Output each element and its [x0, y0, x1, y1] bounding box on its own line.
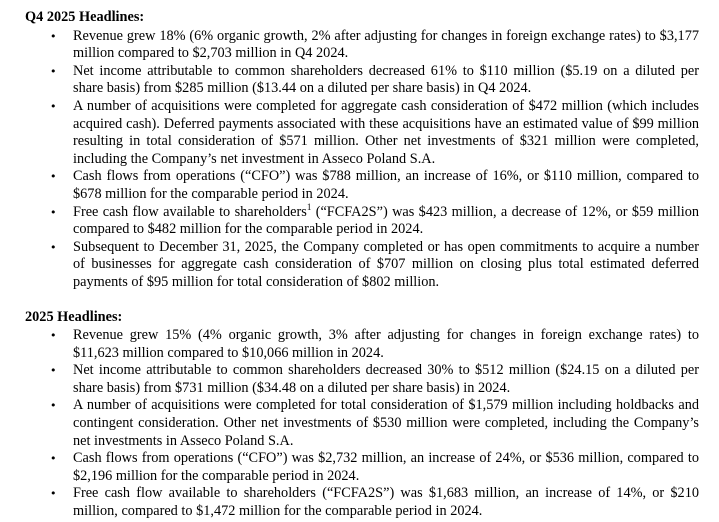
list-item — [25, 450, 699, 485]
list-item — [25, 98, 699, 168]
list-item — [25, 168, 699, 203]
footnote-marker: 1 — [306, 201, 312, 212]
list-item — [25, 239, 699, 292]
list-item-text: Cash flows from operations (“CFO”) was $788 million, an increase of 16%, or $110 million, compared to $678 million for the comparable period in 2024. — [73, 168, 699, 202]
list-item-text: Net income attributable to common shareholders decreased 61% to $110 million ($5.19 on a diluted per share basis) from $285 million ($13.44 on a diluted per share basis) in Q4 2024. — [73, 62, 699, 97]
list-item-text: Revenue grew 18% (6% organic growth, 2% after adjusting for changes in foreign exchange rates) to $3,177 million compared to $2,703 million in Q4 2024. — [73, 27, 699, 62]
list-item-text: Net income attributable to common shareholders decreased 30% to $512 million ($24.15 on a diluted per share basis) from $731 million ($34.48 on a diluted per share basis) in 2024. — [73, 362, 699, 396]
list-item-text: Revenue grew 15% (4% organic growth, 3% after adjusting for changes in foreign exchange rates) to $11,623 million compared to $10,066 million in 2024. — [73, 327, 699, 361]
list-item — [25, 63, 699, 98]
bullet-icon: • — [50, 29, 57, 43]
list-item — [25, 201, 699, 239]
list-item-text: Free cash flow available to shareholders (“FCFA2S”) was $1,683 million, an increase of 14%, or $210 million, compared to $1,472 million for the comparable period in 2024. — [73, 485, 699, 520]
list-item-text: Cash flows from operations (“CFO”) was $2,732 million, an increase of 24%, or $536 million, compared to $2,196 million for the comparable period in 2024. — [73, 450, 699, 484]
bullet-icon: • — [50, 329, 57, 343]
bullet-icon: • — [50, 399, 57, 413]
list-item — [25, 397, 699, 450]
list-item — [25, 485, 699, 520]
list-item — [25, 28, 699, 63]
bullet-icon: • — [50, 99, 57, 113]
bullet-icon: • — [50, 170, 57, 184]
bullet-icon: • — [50, 364, 57, 378]
press-release-document — [25, 9, 699, 521]
section-heading: 2025 Headlines: — [25, 308, 123, 325]
list-item-text-start: Free cash flow available to shareholders — [73, 203, 307, 220]
list-item — [25, 362, 699, 397]
bullet-list — [25, 28, 699, 292]
list-item-text: A number of acquisitions were completed for aggregate cash consideration of $472 million (which includes acquired cash). Deferred payments associated with these acquisitions have an estimated value of $99 million resulting in total consideration of $571 million. Other net investments of $321 million were completed, including the Company’s net investment in Asseco Poland S.A. — [73, 97, 699, 167]
bullet-list — [25, 327, 699, 521]
fy-2025-headlines-section — [25, 309, 699, 521]
section-heading: Q4 2025 Headlines: — [25, 9, 145, 25]
bullet-icon: • — [50, 487, 57, 501]
bullet-icon: • — [50, 452, 57, 466]
list-item — [25, 327, 699, 362]
list-item-text-end: (“FCFA2S”) was $423 million, a decrease of 12%, or $59 million compared to $482 million for the comparable period in 2024. — [73, 203, 699, 238]
bullet-icon: • — [50, 64, 57, 78]
list-item-text: Subsequent to December 31, 2025, the Company completed or has open commitments to acquire a number of businesses for aggregate cash consideration of $707 million on closing plus total estimated deferred payments of $95 million for total consideration of $802 million. — [73, 238, 699, 290]
bullet-icon: • — [50, 205, 57, 219]
bullet-icon: • — [50, 240, 57, 254]
q4-2025-headlines-section — [25, 9, 699, 292]
list-item-text: A number of acquisitions were completed for total consideration of $1,579 million including holdbacks and contingent consideration. Other net investments of $530 million were completed, including the Company’s net investments in Asseco Poland S.A. — [73, 397, 699, 449]
